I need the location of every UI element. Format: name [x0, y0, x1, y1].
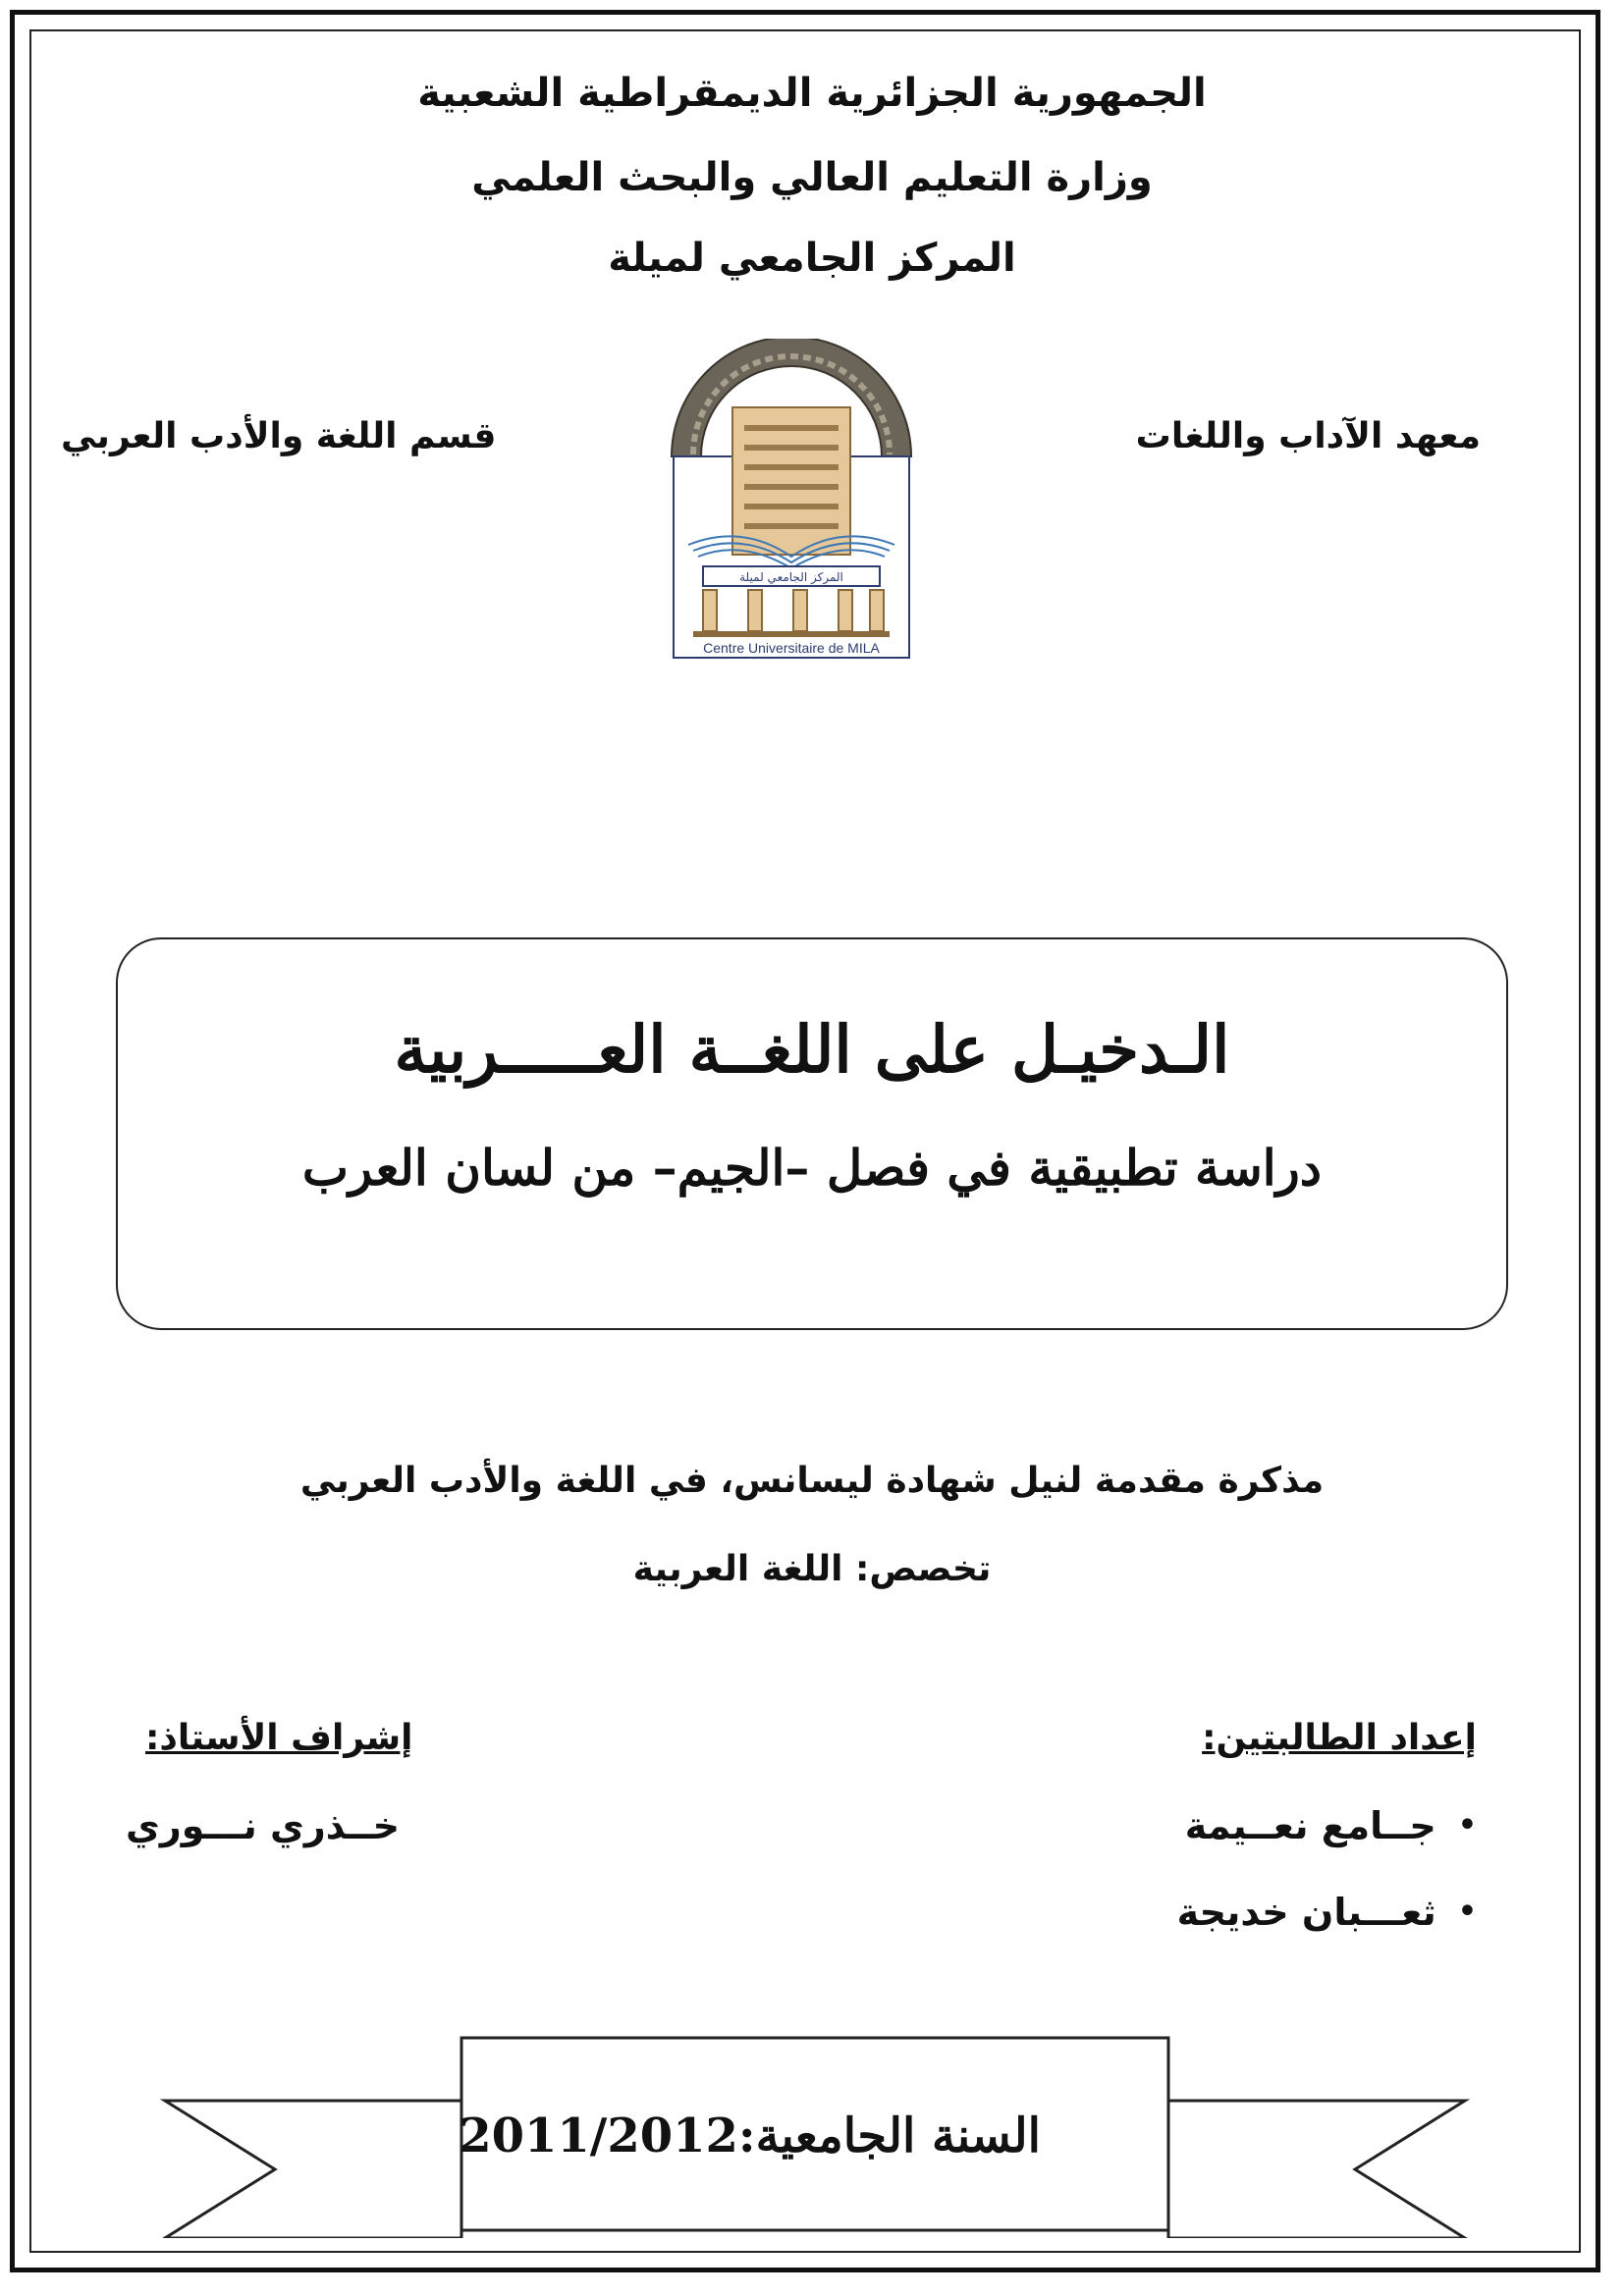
- header-ministry: وزارة التعليم العالي والبحث العلمي: [471, 155, 1153, 200]
- institute-label: معهد الآداب واللغات: [1135, 416, 1481, 456]
- header-center: المركز الجامعي لميلة: [608, 236, 1016, 281]
- bullet-icon: •: [1457, 1895, 1477, 1929]
- student-name-1: •جــامع نعــيمة: [1184, 1804, 1477, 1847]
- thesis-title: الـدخيـل على اللغــة العـــــربية: [394, 1011, 1230, 1088]
- supervisor-name: خــذري نـــوري: [126, 1804, 401, 1847]
- header-republic: الجمهورية الجزائرية الديمقراطية الشعبية: [417, 71, 1207, 116]
- student-name-2: •ثعـــبان خديجة: [1176, 1891, 1477, 1934]
- logo-latin-text: Centre Universitaire de MILA: [703, 640, 880, 656]
- specialization: تخصص: اللغة العربية: [632, 1549, 992, 1589]
- logo-arabic-text: المركز الجامعي لميلة: [739, 570, 843, 584]
- memo-description: مذكرة مقدمة لنيل شهادة ليسانس، في اللغة والأدب العربي: [299, 1461, 1325, 1501]
- department-label: قسم اللغة والأدب العربي: [61, 416, 497, 456]
- supervisor-label: إشراف الأستاذ:: [145, 1718, 413, 1758]
- students-label: إعداد الطالبتين:: [1202, 1718, 1477, 1758]
- title-box: [116, 937, 1508, 1330]
- university-logo: [664, 339, 919, 663]
- thesis-subtitle: دراسة تطبيقية في فصل –الجيم– من لسان العرب: [301, 1139, 1323, 1197]
- academic-year: السنة الجامعية:2011/2012: [459, 2109, 1041, 2163]
- bullet-icon: •: [1457, 1808, 1477, 1842]
